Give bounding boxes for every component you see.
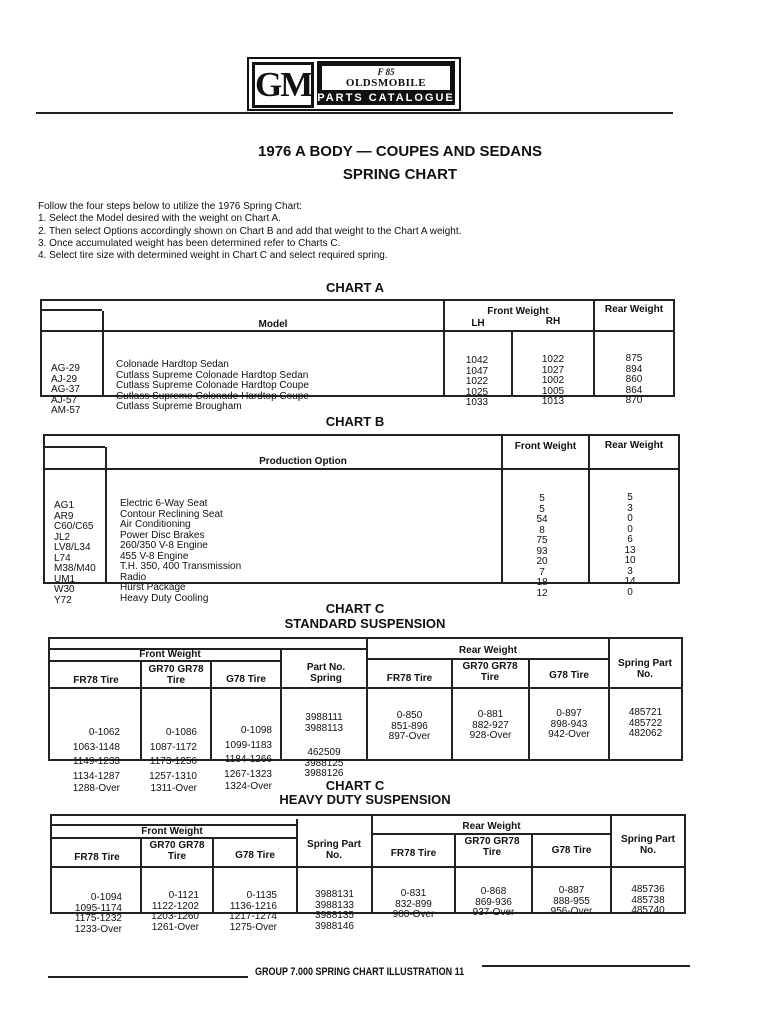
weight-range: 851-896 [391, 720, 428, 732]
std-rear-gr70-values [453, 689, 528, 763]
spring-part-number: 3988135 [315, 910, 354, 921]
weight-range: 0-868 [480, 886, 507, 897]
hd-rear-weight-header: Rear Weight [462, 821, 521, 832]
front-weight: 18 [536, 577, 548, 588]
option-name: T.H. 350, 400 Transmission [120, 561, 242, 572]
front-weight: 20 [536, 556, 548, 567]
hd-front-weight-header: Front Weight [141, 826, 203, 837]
catalogue-label: PARTS CATALOGUE [317, 92, 455, 104]
weight-range: 0-1121 [168, 890, 199, 901]
option-name: Air Conditioning [120, 519, 191, 530]
weight-range: 1099-1183 [224, 739, 272, 751]
model-name: Colonade Hardtop Sedan [116, 359, 229, 370]
model-name: Cutlass Supreme Colonade Hardtop Coupe [116, 380, 309, 391]
spring-part-number: 3988131 [315, 889, 354, 900]
weight-range: 1275-Over [229, 921, 277, 933]
weight-range: 0-881 [477, 709, 504, 720]
option-name: Heavy Duty Cooling [120, 592, 209, 604]
page-subtitle: SPRING CHART [342, 166, 458, 183]
spring-part-number: 3988133 [315, 899, 354, 911]
hd-gr70-header: GR70 GR78 Tire [149, 840, 205, 862]
hd-spring-part-header: Spring Part No. [621, 834, 675, 856]
instructions-lead: Follow the four steps below to utilize the 1976 Spring Chart: [38, 201, 303, 212]
footer-rule-right [482, 965, 690, 967]
rh-weight: 1002 [541, 375, 565, 386]
option-code: AR9 [54, 510, 74, 522]
front-weight: 93 [536, 545, 548, 557]
hd-rear-gr70-values [456, 866, 531, 940]
weight-range: 1311-Over [150, 783, 197, 794]
option-code: C60/C65 [54, 521, 94, 532]
std-part-header: Part No. Spring [306, 662, 346, 684]
option-name: 260/350 V-8 Engine [120, 540, 208, 551]
std-g78-header: G78 Tire [226, 674, 266, 685]
option-name: Hurst Package [120, 582, 186, 593]
front-weight: 7 [539, 566, 545, 578]
weight-range: 898-943 [550, 718, 588, 730]
chart-a-rear [595, 333, 673, 428]
header-rule [36, 112, 673, 114]
spring-part-number: 485740 [631, 905, 665, 916]
rear-weight: 3 [627, 502, 633, 514]
hd-gr70-values [142, 870, 199, 954]
weight-range: 1217-1274 [229, 911, 277, 922]
weight-range: 0-831 [400, 888, 427, 899]
weight-range: 928-Over [469, 730, 512, 741]
weight-range: 1261-Over [151, 921, 199, 933]
std-fr78-header: FR78 Tire [73, 675, 119, 686]
gm-logo-mark: GM [252, 62, 314, 108]
weight-range: 1122-1202 [151, 900, 199, 912]
chart-c-standard-subtitle: STANDARD SUSPENSION [284, 616, 446, 631]
lh-weight: 1022 [465, 376, 489, 387]
weight-range: 1324-Over [224, 781, 272, 792]
option-name: Contour Reclining Seat [120, 508, 223, 520]
weight-range: 1095-1174 [74, 902, 122, 914]
chart-b-rear [590, 472, 670, 619]
chart-b-option-header: Production Option [259, 456, 347, 467]
weight-range: 0-1086 [165, 727, 197, 738]
weight-range: 1184-1266 [224, 754, 272, 765]
instructions [38, 201, 718, 262]
spring-part-number: 485738 [631, 894, 665, 906]
std-rear-fr78-header: FR78 Tire [386, 673, 433, 684]
chart-b-codes [54, 480, 96, 627]
rh-weight: 1005 [541, 385, 565, 397]
weight-range: 1257-1310 [149, 770, 197, 782]
lh-weight: 1047 [465, 365, 489, 377]
rear-weight: 864 [625, 384, 643, 396]
body-code: F 85 [377, 67, 395, 77]
weight-range: 956-Over [550, 906, 593, 917]
weight-range: 1149-1233 [72, 756, 120, 767]
chart-c-heavy-table [50, 814, 686, 935]
rear-weight: 875 [625, 353, 643, 364]
weight-range: 0-1094 [90, 892, 122, 903]
spring-part-number: 3988113 [304, 722, 344, 734]
option-code: M38/M40 [54, 563, 96, 574]
model-code: AJ-57 [51, 394, 78, 406]
chart-a-rear-weight-header: Rear Weight [604, 304, 664, 315]
std-rear-fr78-values [368, 690, 451, 764]
model-code: AJ-29 [51, 373, 78, 385]
weight-range: 1063-1148 [72, 741, 120, 753]
weight-range: 888-955 [553, 895, 590, 907]
weight-range: 1175-1232 [74, 913, 122, 924]
option-code: AG1 [54, 500, 75, 511]
instruction-step: 3. Once accumulated weight has been determined refer to Charts C. [38, 237, 341, 249]
spring-part-number: 485721 [628, 707, 663, 718]
weight-range: 1288-Over [72, 783, 120, 794]
chart-a-codes [51, 343, 80, 438]
weight-range: 1136-1216 [229, 900, 277, 912]
std-rear-part-values [610, 687, 681, 761]
front-weight: 75 [536, 535, 548, 546]
chart-c-heavy-subtitle: HEAVY DUTY SUSPENSION [279, 792, 451, 807]
rear-weight: 3 [627, 565, 633, 577]
hd-part-values [298, 869, 371, 953]
front-weight: 5 [539, 503, 545, 515]
hd-rear-gr70-header: GR70 GR78 Tire [464, 836, 520, 858]
chart-c-heavy-title: CHART C [325, 778, 385, 793]
chart-b-title: CHART B [325, 414, 385, 429]
rh-weight: 1013 [541, 396, 565, 407]
chart-b-rear-header: Rear Weight [604, 440, 664, 451]
spring-part-number: 485736 [631, 884, 665, 895]
lh-weight: 1042 [465, 355, 489, 366]
model-code: AM-57 [51, 405, 81, 416]
std-gr70-values [142, 697, 197, 823]
std-rear-gr70-header: GR70 GR78 Tire [462, 661, 518, 683]
model-name: Cutlass Supreme Colonade Hardtop Sedan [116, 369, 309, 381]
front-weight: 8 [539, 524, 545, 536]
weight-range: 942-Over [548, 729, 590, 740]
chart-a-model-header: Model [258, 319, 288, 330]
weight-range: 0-1062 [88, 727, 120, 738]
weight-range: 0-887 [558, 885, 585, 896]
chart-b-options [120, 478, 241, 625]
option-code: W30 [54, 584, 75, 595]
rh-weight: 1027 [541, 364, 565, 376]
std-rear-g78-values [530, 688, 608, 762]
hd-rear-part-values [612, 864, 684, 938]
rear-weight: 6 [627, 534, 633, 545]
hd-fr78-values [54, 872, 122, 956]
weight-range: 869-936 [475, 896, 512, 908]
division-box [321, 65, 451, 91]
weight-range: 832-899 [395, 898, 432, 910]
rear-weight: 0 [627, 523, 633, 535]
option-code: Y72 [54, 594, 72, 606]
model-code: AG-37 [51, 384, 80, 395]
lh-weight: 1025 [465, 386, 489, 398]
std-fr78-values [52, 697, 120, 823]
option-code: LV8/L34 [54, 542, 91, 553]
chart-b-table [43, 434, 680, 606]
weight-range: 0-850 [396, 710, 423, 721]
spring-part-number: 462509 [307, 747, 341, 758]
front-weight: 5 [539, 493, 545, 504]
model-name: Cutlass Supreme Brougham [116, 401, 242, 412]
weight-range: 1267-1323 [224, 768, 272, 780]
rear-weight: 870 [625, 395, 643, 406]
option-name: 455 V-8 Engine [120, 550, 189, 562]
std-spring-part-header: Spring Part No. [618, 658, 672, 680]
hd-rear-fr78-header: FR78 Tire [390, 848, 437, 859]
division-name: OLDSMOBILE [345, 77, 427, 89]
chart-a-lh-header: LH [471, 318, 485, 329]
rh-weight: 1022 [541, 354, 565, 365]
spring-part-number: 3988111 [305, 712, 343, 723]
instruction-step: 4. Select tire size with determined weight in Chart C and select required spring. [38, 250, 388, 262]
option-code: UM1 [54, 573, 76, 585]
spring-part-number: 3988125 [304, 757, 344, 769]
hd-rear-g78-header: G78 Tire [551, 845, 592, 856]
hd-part-header: Spring Part No. [307, 839, 361, 861]
rear-weight: 894 [625, 363, 643, 375]
page-title: 1976 A BODY — COUPES AND SEDANS [258, 143, 542, 160]
weight-range: 1134-1287 [72, 770, 120, 782]
option-code: L74 [54, 552, 71, 564]
weight-range: 1233-Over [74, 923, 122, 935]
rear-weight: 13 [624, 544, 636, 556]
weight-range: 900-Over [392, 909, 435, 920]
option-name: Radio [120, 571, 147, 583]
spring-part-number: 482062 [628, 728, 663, 739]
hd-rear-g78-values [533, 865, 610, 939]
weight-range: 897-Over [388, 731, 431, 742]
hd-g78-values [214, 870, 277, 954]
gm-parts-catalogue-logo [247, 57, 461, 111]
rear-weight: 0 [627, 586, 633, 598]
hd-fr78-header: FR78 Tire [74, 852, 120, 863]
std-rear-g78-header: G78 Tire [549, 670, 589, 681]
footer-caption: GROUP 7.000 SPRING CHART ILLUSTRATION 11 [255, 966, 465, 978]
option-name: Electric 6-Way Seat [120, 498, 208, 509]
chart-c-standard-title: CHART C [325, 601, 385, 616]
front-weight: 12 [536, 587, 548, 599]
hd-rear-fr78-values [373, 868, 454, 942]
spring-part-number: 485722 [628, 717, 663, 729]
chart-a-rh-header: RH [545, 316, 561, 327]
spring-part-number: 3988126 [304, 768, 344, 779]
lh-weight: 1033 [465, 397, 489, 408]
instruction-step: 2. Then select Options accordingly shown on Chart B and add that weight to the Chart A weight. [38, 225, 462, 237]
chart-a-front-weight-header: Front Weight [487, 306, 549, 317]
spring-part-number: 3988146 [315, 920, 354, 932]
rear-weight: 5 [627, 492, 633, 503]
chart-b-front-header: Front Weight [514, 441, 577, 452]
hd-g78-header: G78 Tire [235, 850, 275, 861]
option-name: Power Disc Brakes [120, 529, 205, 541]
footer-rule-left [48, 976, 248, 978]
weight-range: 0-1135 [246, 890, 277, 901]
rear-weight: 860 [625, 374, 643, 385]
chart-b-front [503, 473, 581, 620]
model-name: Cutlass Supreme Colonade Hardtop Coupe [116, 390, 309, 402]
option-code: JL2 [54, 531, 71, 543]
weight-range: 937-Over [472, 907, 515, 918]
weight-range: 0-1098 [240, 725, 272, 736]
rear-weight: 14 [624, 576, 636, 587]
front-weight: 54 [536, 514, 548, 525]
std-rear-weight-header: Rear Weight [458, 645, 518, 656]
chart-a-rh [513, 334, 593, 429]
instruction-step: 1. Select the Model desired with the weight on Chart A. [38, 213, 281, 225]
weight-range: 1203-1260 [151, 911, 199, 922]
weight-range: 1173-1256 [149, 756, 197, 767]
weight-range: 882-927 [472, 719, 509, 731]
chart-a-title: CHART A [325, 280, 384, 295]
model-code: AG-29 [51, 363, 80, 374]
rear-weight: 0 [627, 513, 633, 524]
logo-panel [317, 61, 455, 105]
rear-weight: 10 [624, 555, 636, 566]
weight-range: 1087-1172 [149, 741, 197, 753]
std-front-weight-header: Front Weight [139, 649, 201, 660]
chart-a-table [40, 299, 675, 416]
weight-range: 0-897 [556, 708, 582, 719]
std-gr70-header: GR70 GR78 Tire [148, 664, 204, 686]
